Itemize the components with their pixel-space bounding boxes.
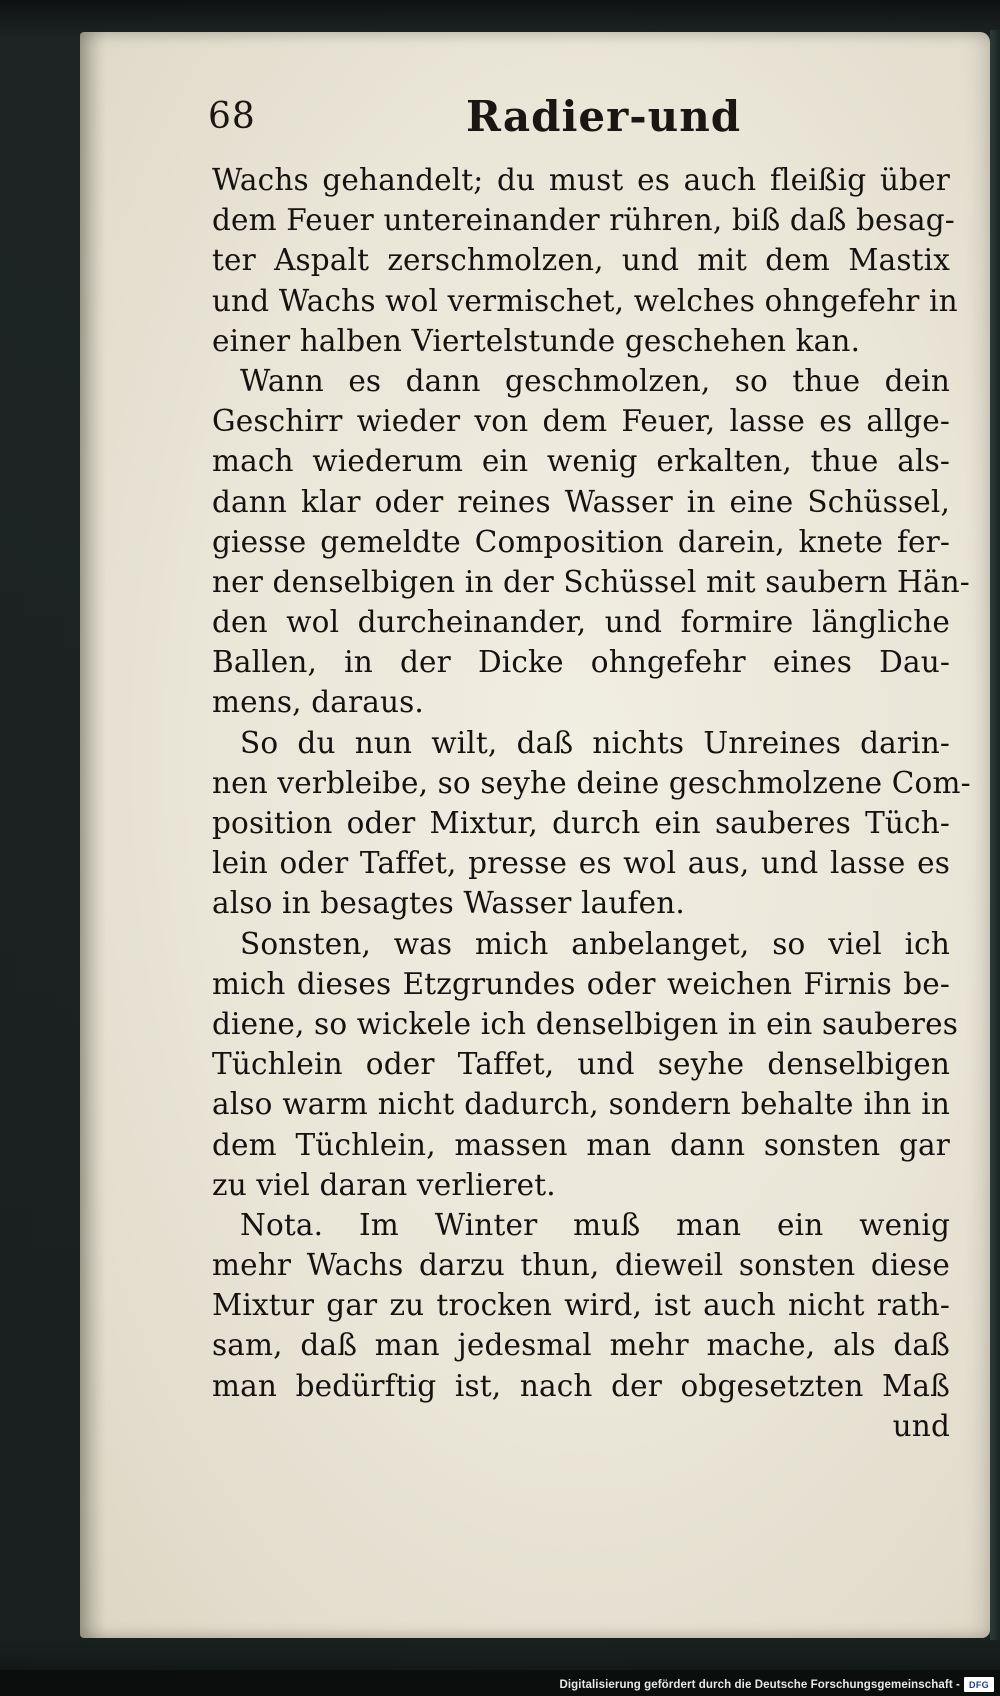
- page-header: [126, 92, 946, 146]
- text-line: zu viel daran verlieret.: [212, 1167, 556, 1202]
- text-line: giesse gemeldte Composition darein, knete fer‑: [212, 524, 950, 559]
- text-line: Tüchlein oder Taffet, und seyhe denselbigen: [212, 1047, 950, 1082]
- text-line: Sonsten, was mich anbelanget, so viel ich: [240, 926, 950, 961]
- text-line: den wol durcheinander, und formire längliche: [212, 605, 950, 640]
- text-line: Wachs gehandelt; du must es auch fleißig über: [212, 163, 950, 197]
- text-line: diene, so wickele ich denselbigen in ein sauberes: [212, 1006, 959, 1041]
- text-line: Geschirr wieder von dem Feuer, lasse es allge‑: [212, 404, 950, 439]
- body-text: [212, 160, 971, 1446]
- text-line: So du nun wilt, daß nichts Unreines darin‑: [240, 725, 950, 760]
- text-line: ner denselbigen in der Schüssel mit saubern Hän‑: [212, 564, 970, 599]
- text-line: mich dieses Etzgrundes oder weichen Firnis be‑: [212, 966, 950, 1001]
- text-line: Nota. Im Winter muß man ein wenig: [240, 1207, 950, 1242]
- text-line: also warm nicht dadurch, sondern behalte ihn in: [212, 1087, 950, 1122]
- page-number: 68: [208, 96, 256, 137]
- running-head: Radier‑und: [466, 92, 742, 141]
- text-line: mehr Wachs darzu thun, dieweil sonsten diese: [212, 1248, 950, 1283]
- text-line: dann klar oder reines Wasser in eine Schüssel,: [212, 484, 950, 519]
- page-gutter-shadow: [80, 32, 106, 1638]
- text-line: man bedürftig ist, nach der obgesetzten Maß: [212, 1368, 950, 1403]
- footer-credit: Digitalisierung gefördert durch die Deutsche Forschungsgemeinschaft -: [559, 1679, 960, 1691]
- text-line: und Wachs wol vermischet, welches ohngefehr in: [212, 283, 958, 318]
- text-line: also in besagtes Wasser laufen.: [212, 886, 685, 921]
- text-line: Wann es dann geschmolzen, so thue dein: [240, 363, 950, 398]
- catchword: und: [892, 1408, 950, 1443]
- text-line: sam, daß man jedesmal mehr mache, als daß: [212, 1328, 950, 1363]
- text-line: mens, daraus.: [212, 685, 424, 720]
- text-line: mach wiederum ein wenig erkalten, thue als‑: [212, 444, 950, 479]
- dfg-logo-icon: DFG: [964, 1677, 994, 1692]
- text-line: nen verbleibe, so seyhe deine geschmolzene Com‑: [212, 765, 971, 800]
- text-line: dem Tüchlein, massen man dann sonsten gar: [212, 1127, 950, 1162]
- text-line: position oder Mixtur, durch ein sauberes Tüch‑: [212, 806, 950, 840]
- text-line: einer halben Viertelstunde geschehen kan.: [212, 323, 861, 358]
- text-line: dem Feuer untereinander rühren, biß daß besag‑: [212, 203, 955, 238]
- text-line: Mixtur gar zu trocken wird, ist auch nicht rath‑: [212, 1288, 950, 1323]
- text-line: ter Aspalt zerschmolzen, und mit dem Mastix: [212, 243, 950, 278]
- footer-bar: [0, 1670, 1000, 1696]
- text-line: lein oder Taffet, presse es wol aus, und lasse es: [212, 846, 950, 881]
- book-spine-edge: [990, 30, 1000, 1640]
- text-line: Ballen, in der Dicke ohngefehr eines Dau‑: [212, 645, 950, 680]
